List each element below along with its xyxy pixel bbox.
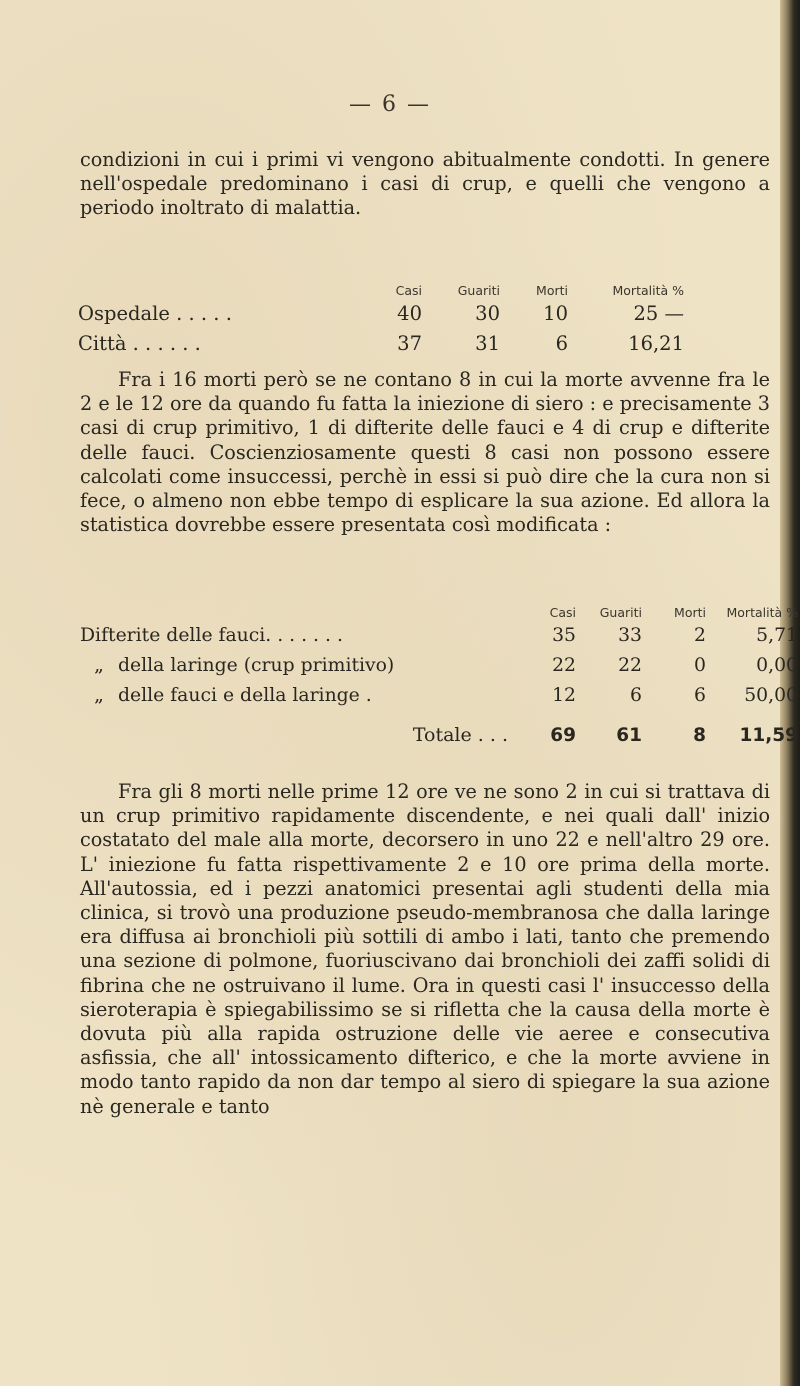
total-morti: 8 [693,724,706,746]
cell-guariti: 6 [630,684,642,706]
cell-morti: 6 [555,331,568,355]
row-label-text: Difterite delle fauci. . . . . . . [80,624,343,646]
row-label-text: della laringe (crup primitivo) [118,654,395,676]
cell-morti: 2 [694,624,706,646]
cell-guariti: 33 [618,624,642,646]
cell-mortalita: 5,71 [756,624,798,646]
paragraph-3-text: Fra gli 8 morti nelle prime 12 ore ve ne sono 2 in cui si trattava di un crup primitivo rapidamente discendente, e nei quali dall' inizio costatato del male alla morte, decorsero in uno 22 e nell'altro 29 ore. L' iniezione fu fatta rispettivamente 2 e 10 ore prima della morte. All'autossia, ed i pezzi anatomici presentai agli studenti della mia clinica, si trovò una produzione pseudo-membranosa che dalla laringe era diffusa ai bronchioli più sottili di ambo i lati, tanto che premendo una sezione di polmone, fuoriuscivano dai bronchioli dei zaffi solidi di fibrina che ne ostruivano il lume. Ora in questi casi l' insuccesso della sieroterapia è spiegabilissimo se si rifletta che la causa della morte è dovuta più alla rapida ostruzione delle vie aeree e consecutiva asfissia, che all' intossicamento difterico, e che la morte avviene in modo tanto rapido da non dar tempo al siero di spiegare la sua azione nè generale e tanto [80,780,770,1118]
cell-morti: 10 [543,301,568,325]
cell-casi: 37 [397,331,422,355]
table-header-row [80,592,798,620]
row-label: Ospedale . . . . . [78,301,232,325]
column-header: Morti [536,283,568,298]
cell-mortalita: 0,00 [756,654,798,676]
total-label: Totale . . . [412,724,508,746]
total-guariti: 61 [616,724,642,746]
cell-casi: 35 [552,624,576,646]
row-label [80,650,522,680]
column-header: Casi [549,605,576,620]
paragraph-2 [80,368,770,537]
cell-mortalita: 50,00 [744,684,798,706]
cell-morti: 0 [694,654,706,676]
total-casi: 69 [550,724,576,746]
cell-casi: 12 [552,684,576,706]
row-label: Città . . . . . . [78,331,201,355]
column-header: Casi [395,283,422,298]
column-header: Morti [674,605,706,620]
column-header: Mortalità % [612,283,684,298]
cell-casi: 40 [397,301,422,325]
cell-guariti: 30 [475,301,500,325]
paragraph-2-text: Fra i 16 morti però se ne contano 8 in cui la morte avvenne fra le 2 e le 12 ore da quando fu fatta la iniezione di siero : e precisamente 3 casi di crup primitivo, 1 di difterite delle fauci e 4 di crup e difterite delle fauci. Coscienziosamente questi 8 casi non possono essere calcolati come insuccessi, perchè in essi si può dire che la cura non si fece, o almeno non ebbe tempo di esplicare la sua azione. Ed allora la statistica dovrebbe essere presentata così modificata : [80,368,770,537]
total-mortalita: 11,59 [739,724,798,746]
cell-morti: 6 [694,684,706,706]
ditto-mark: „ [94,654,104,676]
table-row [80,620,798,650]
cell-mortalita: 16,21 [628,331,684,355]
column-header: Mortalità % [726,605,798,620]
table-row [80,650,798,680]
table-row [78,298,684,328]
table-row [78,328,684,358]
column-header: Guariti [457,283,500,298]
cell-casi: 22 [552,654,576,676]
table-row [80,680,798,710]
paragraph-3 [80,780,770,1119]
row-label [80,680,522,710]
page-number: — 6 — [349,92,431,117]
cell-mortalita: 25 — [633,301,684,325]
ditto-mark: „ [94,684,104,706]
cell-guariti: 31 [475,331,500,355]
row-label-text: delle fauci e della laringe . [118,684,372,706]
table-total-row [80,710,798,760]
table-header-row [78,268,684,298]
paragraph-1: condizioni in cui i primi vi vengono abitualmente condotti. In genere nell'ospedale predominano i casi di crup, e quelli che vengono a periodo inoltrato di malattia. [80,148,770,220]
column-header: Guariti [599,605,642,620]
row-label [80,620,522,650]
cell-guariti: 22 [618,654,642,676]
statistics-table-1 [78,268,684,358]
statistics-table-2 [80,592,798,760]
